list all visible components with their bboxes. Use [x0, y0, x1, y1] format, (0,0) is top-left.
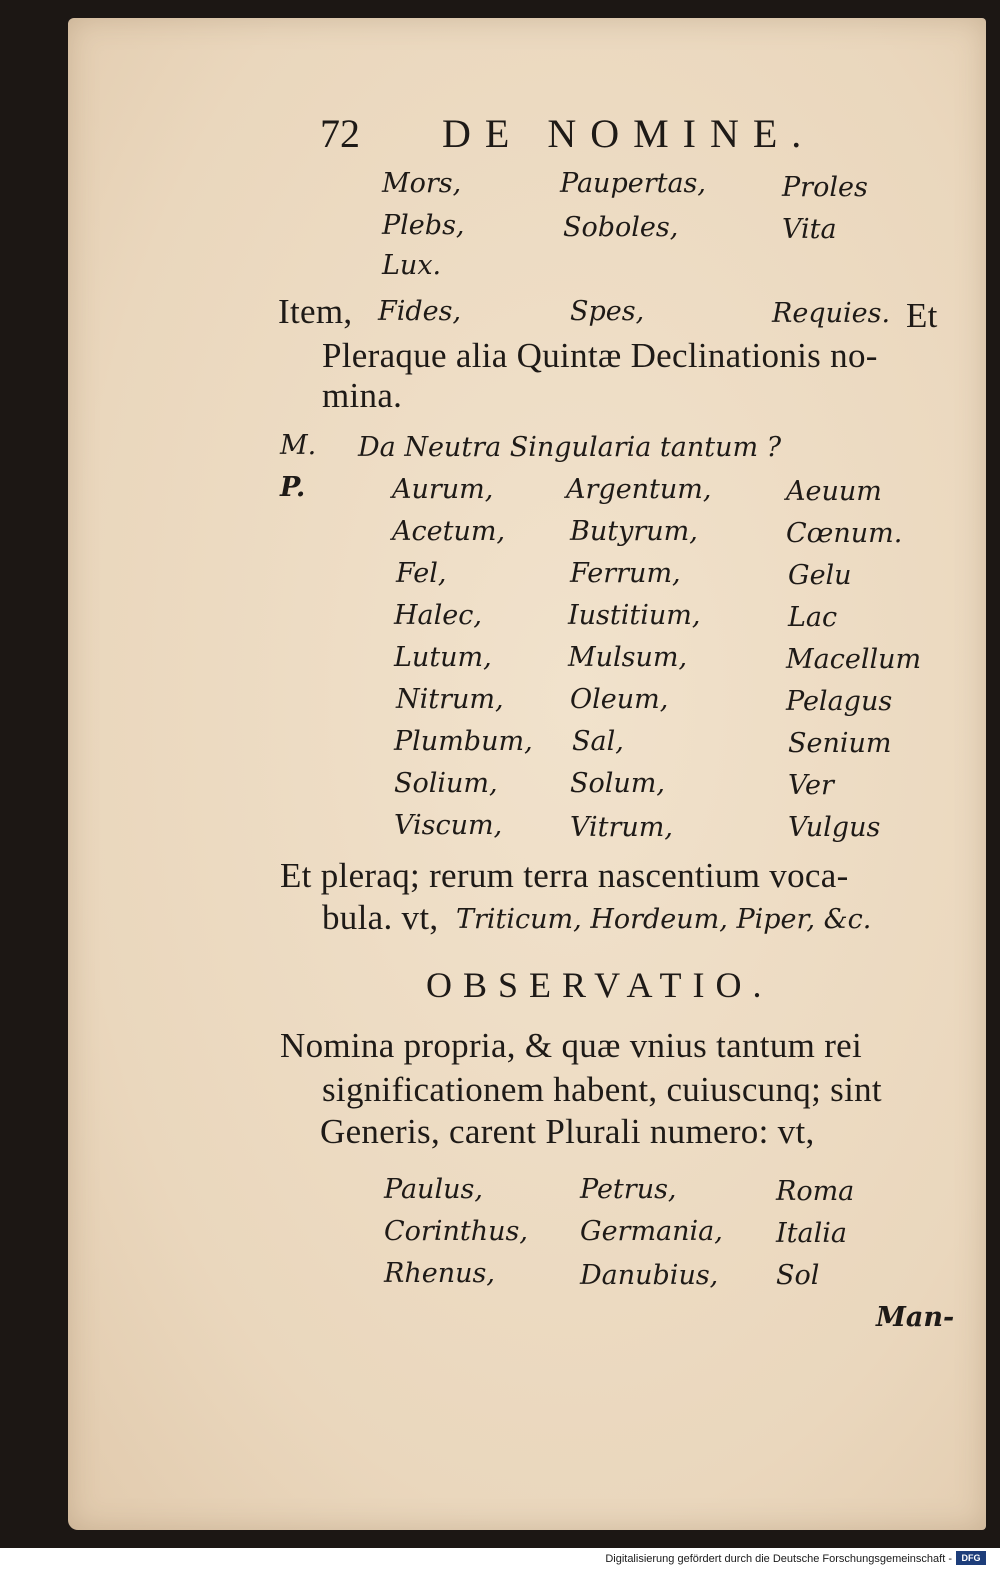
word: Mors, — [382, 168, 462, 199]
word: Et — [906, 296, 938, 335]
page-title: DE NOMINE. — [442, 111, 816, 156]
word: Proles — [782, 172, 868, 203]
word: Paulus, — [384, 1174, 483, 1205]
marker-m: M. — [280, 430, 317, 461]
text-line: Et pleraq; rerum terra nascentium voca- — [280, 856, 849, 895]
page-number: 72 — [320, 111, 360, 156]
word: Pelagus — [786, 686, 893, 717]
word: Italia — [776, 1218, 847, 1249]
word: Mulsum, — [568, 642, 688, 673]
section-heading: OBSERVATIO. — [426, 965, 773, 1005]
text-line-italic: Triticum, Hordeum, Piper, &c. — [456, 904, 872, 935]
catchword: Man- — [876, 1302, 955, 1333]
word: Roma — [776, 1176, 855, 1207]
word: Lac — [788, 602, 838, 633]
word: Solium, — [394, 768, 498, 799]
item-label: Item, — [278, 292, 353, 331]
word: Ver — [788, 770, 834, 801]
word: Paupertas, — [560, 168, 706, 199]
word: Spes, — [570, 296, 645, 327]
word: Butyrum, — [570, 516, 698, 547]
word: Germania, — [580, 1216, 723, 1247]
word: Danubius, — [580, 1260, 719, 1291]
word: Fides, — [378, 296, 462, 327]
word: Petrus, — [580, 1174, 677, 1205]
word: Soboles, — [563, 212, 679, 243]
word: Sol — [776, 1260, 820, 1291]
word: Argentum, — [566, 474, 712, 505]
word: Requies. — [772, 298, 891, 329]
word: Lux. — [382, 250, 442, 281]
word: Gelu — [788, 560, 852, 591]
footer-credit: Digitalisierung gefördert durch die Deutsche Forschungsgemeinschaft - — [605, 1553, 952, 1565]
word: Sal, — [572, 726, 624, 757]
word: Senium — [788, 728, 892, 759]
word: Iustitium, — [568, 600, 701, 631]
word: Aeuum — [786, 476, 882, 507]
text-line: mina. — [322, 376, 403, 415]
text-line: significationem habent, cuiuscunq; sint — [322, 1070, 882, 1109]
word: Ferrum, — [570, 558, 681, 589]
text-line: Generis, carent Plurali numero: vt, — [320, 1112, 815, 1151]
word: Solum, — [570, 768, 665, 799]
word: Vita — [782, 214, 837, 245]
text-line-roman: bula. vt, — [322, 898, 439, 937]
word: Plebs, — [382, 210, 465, 241]
word: Vulgus — [788, 812, 881, 843]
word: Corinthus, — [384, 1216, 528, 1247]
word: Cœnum. — [786, 518, 903, 549]
word: Fel, — [396, 558, 447, 589]
word: Oleum, — [570, 684, 669, 715]
text-line: Nomina propria, & quæ vnius tantum rei — [280, 1026, 863, 1065]
word: Aurum, — [392, 474, 494, 505]
word: Macellum — [786, 644, 922, 675]
word: Plumbum, — [394, 726, 533, 757]
book-page — [68, 18, 986, 1530]
word: Acetum, — [392, 516, 506, 547]
question-text: Da Neutra Singularia tantum ? — [358, 432, 782, 463]
marker-p: P. — [280, 472, 306, 503]
dfg-logo: DFG — [956, 1551, 986, 1565]
word: Nitrum, — [396, 684, 504, 715]
word: Halec, — [394, 600, 482, 631]
word: Viscum, — [394, 810, 503, 841]
word: Rhenus, — [384, 1258, 495, 1289]
word: Vitrum, — [570, 812, 673, 843]
word: Lutum, — [394, 642, 492, 673]
text-line: Pleraque alia Quintæ Declinationis no- — [322, 336, 878, 375]
